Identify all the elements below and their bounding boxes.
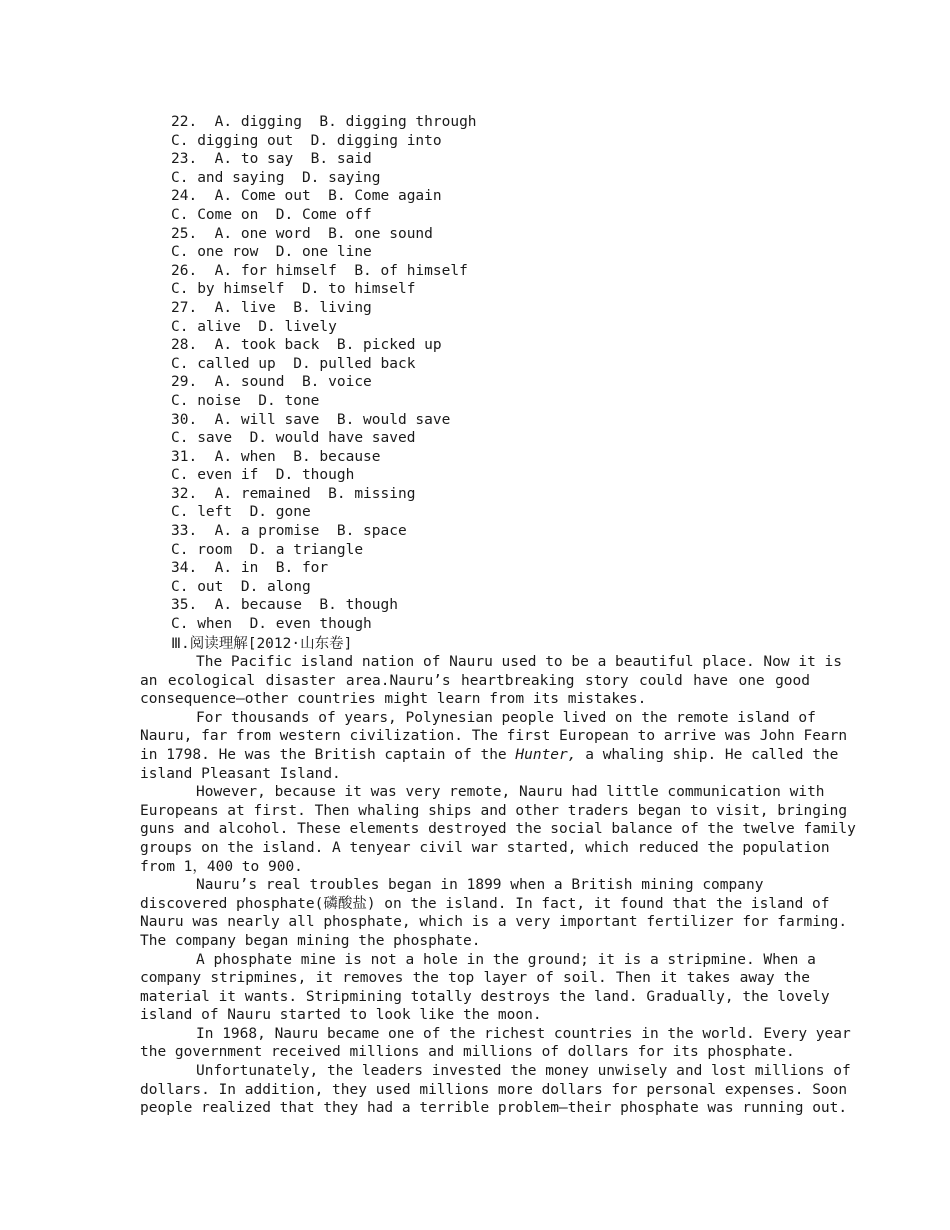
passage-line: company stripmines, it removes the top layer of soil. Then it takes away the [140,970,810,987]
option-line-30-cd: C. save D. would have saved [171,430,416,447]
passage-line: However, because it was very remote, Nauru had little communication with [196,784,825,801]
option-line-34: 34. A. in B. for [171,560,329,577]
option-line-27-cd: C. alive D. lively [171,318,337,335]
passage-line: island of Nauru started to look like the moon. [140,1007,542,1024]
passage-line: In 1968, Nauru became one of the richest countries in the world. Every year [196,1025,851,1042]
passage-line: Nauru’s real troubles began in 1899 when a British mining company [196,877,764,894]
option-line-26-cd: C. by himself D. to himself [171,281,416,298]
passage-line: consequence—other countries might learn from its mistakes. [140,691,647,708]
option-line-25: 25. A. one word B. one sound [171,225,433,242]
passage-line: an ecological disaster area.Nauru’s heartbreaking story could have one good [140,672,810,689]
option-line-33-cd: C. room D. a triangle [171,541,364,558]
option-line-26: 26. A. for himself B. of himself [171,262,468,279]
option-line-23-cd: C. and saying D. saying [171,169,381,186]
option-line-35: 35. A. because B. though [171,597,398,614]
passage-line: people realized that they had a terrible problem—their phosphate was running out. [140,1100,848,1117]
passage-line: Unfortunately, the leaders invested the money unwisely and lost millions of [196,1063,851,1080]
passage-line: The Pacific island nation of Nauru used to be a beautiful place. Now it is [196,654,843,670]
answer-options-list [171,113,771,634]
option-line-25-cd: C. one row D. one line [171,244,372,261]
passage-line: island Pleasant Island. [140,765,341,782]
option-line-33: 33. A. a promise B. space [171,523,407,540]
option-line-24: 24. A. Come out B. Come again [171,188,442,205]
option-line-28: 28. A. took back B. picked up [171,337,442,354]
passage-line: groups on the island. A tenyear civil war started, which reduced the population [140,839,830,856]
passage-line: Nauru was nearly all phosphate, which is a very important fertilizer for farming. [140,914,848,931]
passage-line-with-ship-name [140,746,839,765]
passage-line: guns and alcohol. These elements destroyed the social balance of the twelve family [140,821,856,838]
passage-line: from 1，400 to 900. [140,858,303,875]
option-line-23: 23. A. to say B. said [171,151,372,168]
passage-line: For thousands of years, Polynesian people lived on the remote island of [196,709,816,726]
option-line-24-cd: C. Come on D. Come off [171,206,372,223]
section-heading: Ⅲ.阅读理解[2012·山东卷] [171,636,353,652]
passage-text: a whaling ship. He called the [576,746,839,763]
ship-name: Hunter, [515,746,577,763]
option-line-34-cd: C. out D. along [171,578,311,595]
passage-text: in 1798. He was the British captain of the [140,746,516,763]
passage-line: Nauru, far from western civilization. The first European to arrive was John Fearn [140,728,848,745]
option-line-28-cd: C. called up D. pulled back [171,355,416,372]
option-line-22-cd: C. digging out D. digging into [171,132,442,149]
passage-line: A phosphate mine is not a hole in the ground; it is a stripmine. When a [196,951,816,968]
option-line-29-cd: C. noise D. tone [171,392,320,409]
option-line-31-cd: C. even if D. though [171,467,355,484]
option-line-32-cd: C. left D. gone [171,504,311,521]
option-line-35-cd: C. when D. even though [171,616,372,633]
passage-line: Europeans at first. Then whaling ships and other traders began to visit, bringing [140,802,848,819]
option-line-27: 27. A. live B. living [171,299,372,316]
option-line-30: 30. A. will save B. would save [171,411,451,428]
option-line-22: 22. A. digging B. digging through [171,114,477,130]
passage-line: dollars. In addition, they used millions more dollars for personal expenses. Soon [140,1081,848,1098]
option-line-32: 32. A. remained B. missing [171,485,416,502]
option-line-31: 31. A. when B. because [171,448,381,465]
passage-line: The company began mining the phosphate. [140,932,481,949]
passage-line: the government received millions and millions of dollars for its phosphate. [140,1044,795,1061]
reading-passage [140,653,856,1118]
passage-line: material it wants. Stripmining totally destroys the land. Gradually, the lovely [140,988,830,1005]
passage-line: discovered phosphate(磷酸盐) on the island. In fact, it found that the island of [140,895,830,912]
option-line-29: 29. A. sound B. voice [171,374,372,391]
